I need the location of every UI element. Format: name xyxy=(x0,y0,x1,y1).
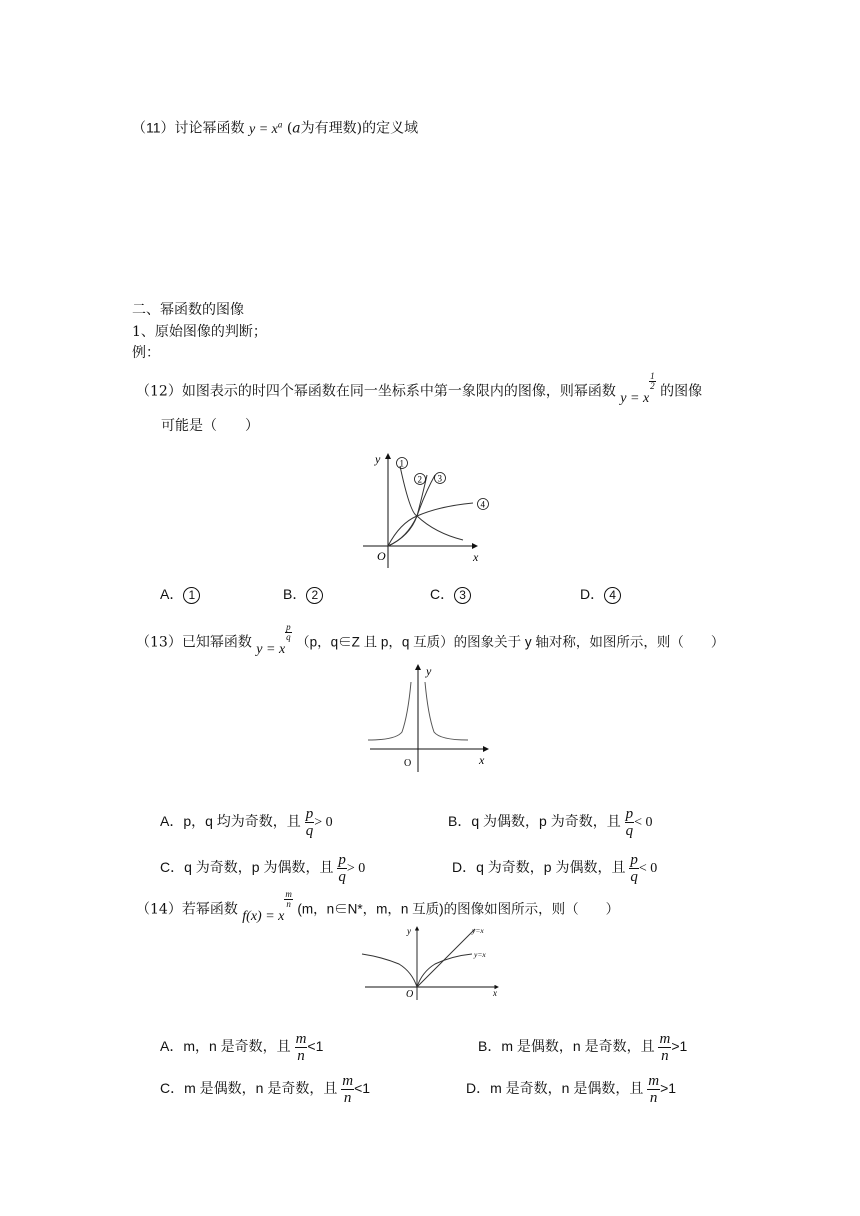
section2-heading: 二、幂函数的图像 xyxy=(132,302,244,318)
q14-line xyxy=(136,889,620,924)
q13-option-d[interactable]: D．q 为奇数，p 为偶数，且 $\frac{p}{q}$ < 0 xyxy=(452,852,658,885)
q12-y-label: y xyxy=(375,452,381,466)
q14-number: （14） xyxy=(136,901,182,918)
section2-example: 例： xyxy=(132,345,160,361)
q12-origin-label: O xyxy=(377,549,386,563)
q13-pre: 已知幂函数 xyxy=(181,634,252,651)
q14-graph xyxy=(360,924,505,1002)
section2-subheading: 1、原始图像的判断； xyxy=(132,324,267,340)
q14-line-y-equals-x xyxy=(417,929,475,987)
q14-y-label: y xyxy=(407,926,411,936)
q14-option-c[interactable]: C．m 是偶数，n 是奇数，且 $\frac{m}{n}$ <1 xyxy=(160,1073,371,1106)
q12-option-d-circle: 4 xyxy=(604,587,621,604)
q12-curve-label-3: 3 xyxy=(437,473,442,484)
q12-option-c-circle: 3 xyxy=(454,587,471,604)
q13-line xyxy=(136,622,725,657)
q12-option-a-circle: 1 xyxy=(183,587,200,604)
q14-label-power: y=x xyxy=(474,950,486,959)
q11-number: （11） xyxy=(132,119,175,136)
q13-number: （13） xyxy=(136,634,182,651)
q11-alpha: a xyxy=(292,120,301,137)
q13-curve-left xyxy=(368,682,411,740)
q12-formula: y = x $^{\frac{1}{2}}$ xyxy=(620,371,655,406)
q13-origin-label: O xyxy=(404,758,412,769)
q13-option-b[interactable]: B．q 为偶数，p 为奇数，且 $\frac{p}{q}$ < 0 xyxy=(448,806,653,839)
q12-option-a[interactable]: A． 1 xyxy=(160,585,200,604)
q12-number: （12） xyxy=(136,383,182,400)
q11-post: 为有理数)的定义域 xyxy=(300,120,419,137)
q14-option-b[interactable]: B．m 是偶数，n 是奇数，且 $\frac{m}{n}$ >1 xyxy=(478,1031,688,1064)
q13-option-a[interactable]: A．p，q 均为奇数，且 $\frac{p}{q}$ > 0 xyxy=(160,806,333,839)
q12-option-d[interactable]: D． 4 xyxy=(580,585,621,604)
q12-graph xyxy=(355,448,505,578)
q14-condition: (m，n∈N*，m，n 互质)的图像如图所示，则（ ） xyxy=(297,901,620,917)
q14-option-a[interactable]: A．m，n 是奇数，且 $\frac{m}{n}$ <1 xyxy=(160,1031,324,1064)
q14-pre: 若幂函数 xyxy=(181,901,238,918)
q12-text: 如图表示的时四个幂函数在同一坐标系中第一象限内的图像，则幂函数 xyxy=(181,383,616,400)
q13-condition: （p，q∈Z 且 p，q 互质）的图象关于 y 轴对称，如图所示，则（ ） xyxy=(296,634,725,650)
q12-option-c[interactable]: C． 3 xyxy=(430,585,471,604)
q12-curve-3 xyxy=(388,475,435,546)
q12-post: 的图像 xyxy=(660,383,703,400)
q14-x-label: x xyxy=(493,988,497,998)
q14-curve-left xyxy=(362,954,417,987)
q11-formula: $y = x^a$ xyxy=(249,119,283,137)
q12-curve-label-1: 1 xyxy=(399,458,404,469)
q11-pre: 讨论幂函数 xyxy=(174,120,245,137)
q12-line2: 可能是（ ） xyxy=(161,418,259,434)
q14-formula: f(x) = x $^{\frac{m}{n}}$ xyxy=(242,889,292,924)
q14-label-y-equals-x: y=x xyxy=(472,926,484,935)
q13-curve-right xyxy=(425,682,468,740)
q14-origin-label: O xyxy=(406,989,414,1000)
q12-line xyxy=(136,371,703,406)
q13-formula: y = x $^{\frac{p}{q}}$ xyxy=(256,622,291,657)
q12-x-label: x xyxy=(473,550,479,564)
q13-y-label: y xyxy=(426,664,432,678)
q13-graph xyxy=(366,660,496,775)
q12-option-b[interactable]: B． 2 xyxy=(283,585,323,604)
q11-line: （11）讨论幂函数 $y = x^a$ (a为有理数)的定义域 xyxy=(132,119,419,137)
q14-option-d[interactable]: D．m 是奇数，n 是偶数，且 $\frac{m}{n}$ >1 xyxy=(466,1073,677,1106)
q12-curve-label-2: 2 xyxy=(417,474,422,485)
q13-option-c[interactable]: C．q 为奇数，p 为偶数，且 $\frac{p}{q}$ > 0 xyxy=(160,852,366,885)
q13-x-label: x xyxy=(479,753,485,767)
q12-option-b-circle: 2 xyxy=(306,587,323,604)
q12-curve-label-4: 4 xyxy=(480,499,485,510)
